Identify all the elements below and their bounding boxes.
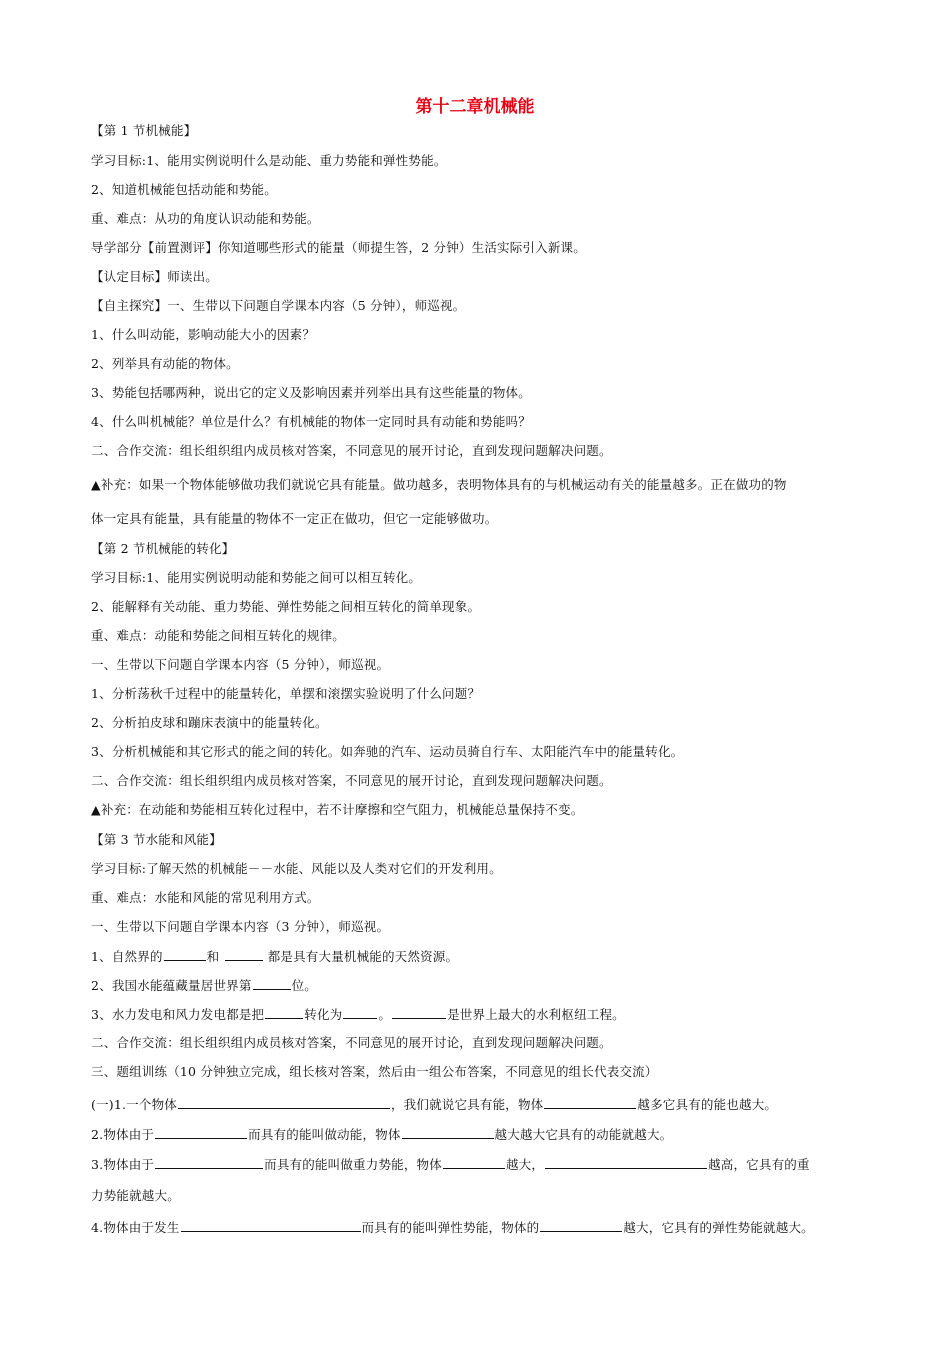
text-segment: 和 [206, 949, 224, 964]
text-segment: 3、水力发电和风力发电都是把 [91, 1007, 265, 1022]
text-line: 重、难点：水能和风能的常见利用方式。 [91, 890, 320, 905]
text-segment: 。 [378, 1007, 392, 1022]
text-line [91, 1156, 810, 1173]
text-line: 4、什么叫机械能？单位是什么？有机械能的物体一定同时具有动能和势能吗？ [91, 414, 531, 429]
text-segment: (一)1.一个物体 [91, 1097, 177, 1112]
text-line: 二、合作交流：组长组织组内成员核对答案，不同意见的展开讨论，直到发现问题解决问题。 [91, 773, 612, 788]
fill-in-blank[interactable] [540, 1219, 622, 1232]
text-line: 1、分析荡秋千过程中的能量转化，单摆和滚摆实验说明了什么问题？ [91, 686, 481, 701]
text-segment: 3.物体由于 [91, 1157, 155, 1172]
text-line: 二、合作交流：组长组织组内成员核对答案，不同意见的展开讨论，直到发现问题解决问题。 [91, 1035, 612, 1050]
fill-in-blank[interactable] [343, 1006, 377, 1019]
fill-in-blank[interactable] [402, 1126, 494, 1139]
text-segment: 越高，它具有的重 [708, 1157, 810, 1172]
text-segment: 2、我国水能蕴藏量居世界第 [91, 978, 252, 993]
fill-in-blank[interactable] [155, 1126, 247, 1139]
text-segment: 4.物体由于发生 [91, 1220, 180, 1235]
text-line: 重、难点：从功的角度认识动能和势能。 [91, 211, 320, 226]
text-segment: 1、自然界的 [91, 949, 163, 964]
fill-in-blank[interactable] [155, 1156, 263, 1169]
fill-in-blank[interactable] [544, 1096, 636, 1109]
fill-in-blank[interactable] [545, 1156, 707, 1169]
fill-in-blank[interactable] [178, 1096, 390, 1109]
text-segment: 而具有的能叫做动能，物体 [248, 1127, 401, 1142]
text-segment: 是世界上最大的水利枢纽工程。 [447, 1007, 625, 1022]
text-line: 3、势能包括哪两种，说出它的定义及影响因素并列举出具有这些能量的物体。 [91, 385, 531, 400]
text-segment: 而具有的能叫弹性势能，物体的 [361, 1220, 540, 1235]
fill-in-blank[interactable] [265, 1006, 303, 1019]
text-line: ▲补充：在动能和势能相互转化过程中，若不计摩擦和空气阻力，机械能总量保持不变。 [91, 802, 584, 817]
text-segment: 转化为 [304, 1007, 343, 1022]
text-segment: 都是具有大量机械能的天然资源。 [263, 949, 459, 964]
text-segment: 位。 [291, 978, 317, 993]
text-line: 【自主探究】一、生带以下问题自学课本内容（5 分钟），师巡视。 [91, 298, 466, 313]
text-line: 2、能解释有关动能、重力势能、弹性势能之间相互转化的简单现象。 [91, 599, 481, 614]
section-heading: 【第 2 节机械能的转化】 [91, 541, 235, 556]
fill-in-blank[interactable] [164, 948, 206, 961]
text-line [91, 1126, 672, 1143]
text-line: 学习目标:了解天然的机械能－－水能、风能以及人类对它们的开发利用。 [91, 861, 502, 876]
text-line: 导学部分【前置测评】你知道哪些形式的能量（师提生答，2 分钟）生活实际引入新课。 [91, 240, 586, 255]
text-line [91, 1219, 814, 1236]
text-line: 三、题组训练（10 分钟独立完成，组长核对答案，然后由一组公布答案，不同意见的组长代表交流） [91, 1064, 658, 1079]
text-line: 力势能就越大。 [91, 1188, 180, 1203]
text-line: 2、知道机械能包括动能和势能。 [91, 182, 277, 197]
text-line: 一、生带以下问题自学课本内容（5 分钟），师巡视。 [91, 657, 390, 672]
text-line: 学习目标:1、能用实例说明动能和势能之间可以相互转化。 [91, 570, 422, 585]
text-line: 一、生带以下问题自学课本内容（3 分钟），师巡视。 [91, 919, 390, 934]
text-line: 1、什么叫动能，影响动能大小的因素？ [91, 327, 316, 342]
text-line: 2、列举具有动能的物体。 [91, 356, 239, 371]
text-line: ▲补充：如果一个物体能够做功我们就说它具有能量。做功越多，表明物体具有的与机械运动有关的能量越多。正在做功的物 [91, 477, 787, 492]
text-line: 学习目标:1、能用实例说明什么是动能、重力势能和弹性势能。 [91, 153, 447, 168]
chapter-title: 第十二章机械能 [415, 97, 535, 117]
text-line [91, 948, 458, 965]
text-segment: 越多它具有的能也越大。 [637, 1097, 778, 1112]
text-line [91, 977, 317, 994]
text-segment: ，我们就说它具有能，物体 [390, 1097, 544, 1112]
text-line: 重、难点：动能和势能之间相互转化的规律。 [91, 628, 346, 643]
fill-in-blank[interactable] [392, 1006, 446, 1019]
text-line: 二、合作交流：组长组织组内成员核对答案，不同意见的展开讨论，直到发现问题解决问题。 [91, 443, 612, 458]
fill-in-blank[interactable] [225, 948, 263, 961]
section-heading: 【第 1 节机械能】 [91, 123, 197, 138]
fill-in-blank[interactable] [443, 1156, 505, 1169]
fill-in-blank[interactable] [181, 1219, 361, 1232]
section-heading: 【第 3 节水能和风能】 [91, 832, 222, 847]
text-line: 3、分析机械能和其它形式的能之间的转化。如奔驰的汽车、运动员骑自行车、太阳能汽车中的能量转化。 [91, 744, 684, 759]
text-segment: 越大， [505, 1157, 545, 1172]
text-line: 体一定具有能量，具有能量的物体不一定正在做功，但它一定能够做功。 [91, 511, 498, 526]
text-line: 【认定目标】师读出。 [91, 269, 219, 284]
text-segment: 而具有的能叫做重力势能，物体 [264, 1157, 442, 1172]
text-segment: 越大，它具有的弹性势能就越大。 [623, 1220, 814, 1235]
text-line [91, 1096, 777, 1113]
text-line [91, 1006, 625, 1023]
fill-in-blank[interactable] [253, 977, 291, 990]
text-segment: 越大越大它具有的动能就越大。 [494, 1127, 673, 1142]
text-segment: 2.物体由于 [91, 1127, 155, 1142]
text-line: 2、分析拍皮球和蹦床表演中的能量转化。 [91, 715, 328, 730]
